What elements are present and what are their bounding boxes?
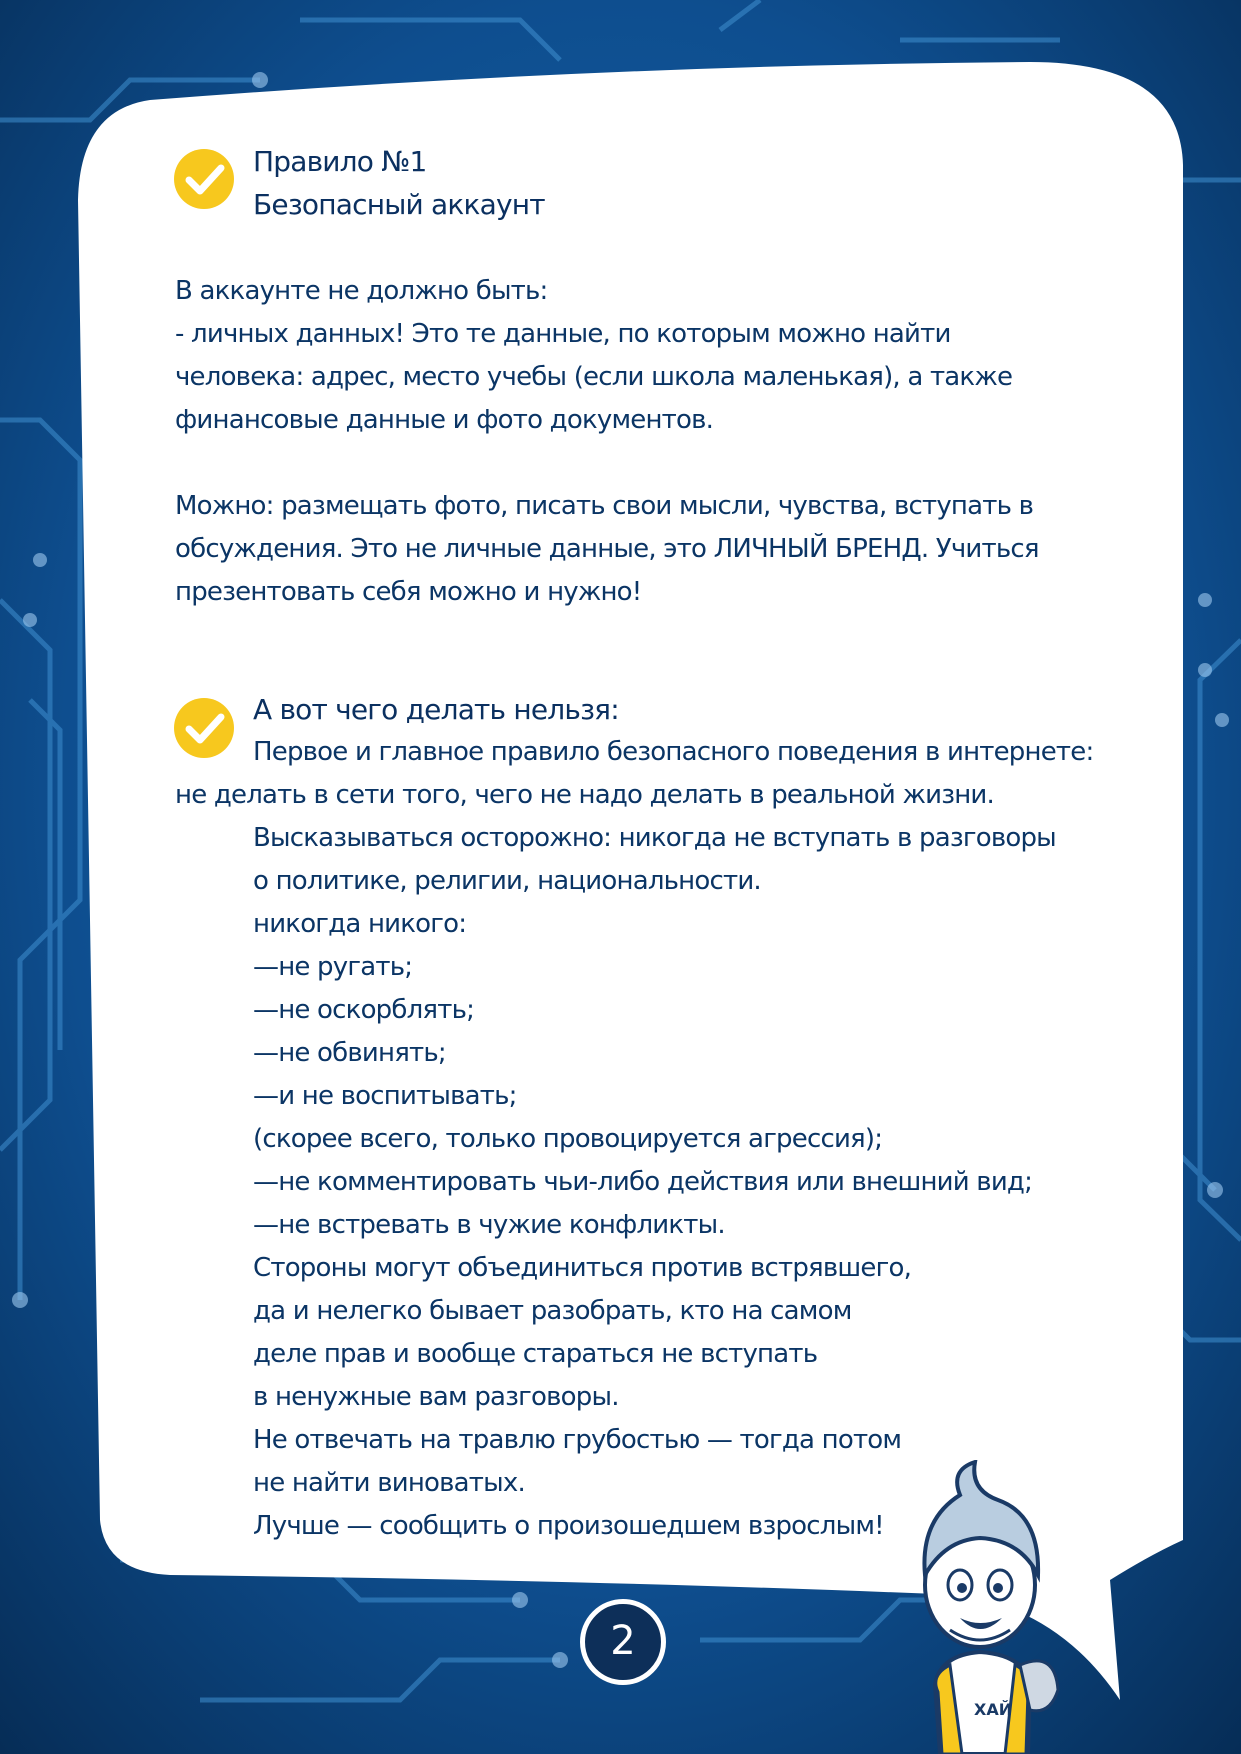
list-item: в ненужные вам разговоры.: [253, 1382, 619, 1412]
text-line: обсуждения. Это не личные данные, это ЛИЧНЫЙ БРЕНД. Учиться: [175, 534, 1039, 564]
list-item: никогда никого:: [253, 909, 467, 939]
text-line: презентовать себя можно и нужно!: [175, 577, 642, 607]
rule1-title-line1: Правило №1: [253, 145, 427, 178]
list-item: Лучше — сообщить о произошедшем взрослым!: [253, 1511, 884, 1541]
list-item: Стороны могут объединиться против встрявшего,: [253, 1253, 912, 1283]
text-line: Можно: размещать фото, писать свои мысли, чувства, вступать в: [175, 491, 1034, 521]
forbidden-title: А вот чего делать нельзя:: [253, 693, 619, 726]
list-item: не найти виноватых.: [253, 1468, 525, 1498]
page-number: 2: [580, 1599, 666, 1685]
list-item: (скорее всего, только провоцируется агрессия);: [253, 1124, 883, 1154]
forbidden-heading: [253, 688, 1093, 774]
text-line: В аккаунте не должно быть:: [175, 276, 548, 306]
forbidden-intro-line1: Первое и главное правило безопасного поведения в интернете:: [253, 737, 1094, 767]
list-item: о политике, религии, национальности.: [253, 866, 761, 896]
text-line: - личных данных! Это те данные, по которым можно найти: [175, 319, 951, 349]
list-item: Не отвечать на травлю грубостью — тогда потом: [253, 1425, 902, 1455]
forbidden-intro-line2: не делать в сети того, чего не надо делать в реальной жизни.: [175, 780, 994, 810]
text-line: человека: адрес, место учебы (если школа маленькая), а также: [175, 362, 1013, 392]
list-item: деле прав и вообще стараться не вступать: [253, 1339, 818, 1369]
list-item: да и нелегко бывает разобрать, кто на самом: [253, 1296, 852, 1326]
rule1-title-line2: Безопасный аккаунт: [253, 188, 545, 221]
list-item: —не встревать в чужие конфликты.: [253, 1210, 725, 1240]
forbidden-intro: [175, 774, 994, 817]
list-item: —не оскорблять;: [253, 995, 475, 1025]
list-item: Высказываться осторожно: никогда не вступать в разговоры: [253, 823, 1056, 853]
list-item: —не обвинять;: [253, 1038, 446, 1068]
mascot-shirt-text: ХАЙ: [974, 1700, 1013, 1719]
check-icon: [173, 148, 235, 210]
paragraph-account-content: [175, 270, 1012, 442]
list-item: —и не воспитывать;: [253, 1081, 517, 1111]
text-line: финансовые данные и фото документов.: [175, 405, 714, 435]
forbidden-list: [253, 817, 1056, 1548]
list-item: —не комментировать чьи-либо действия или внешний вид;: [253, 1167, 1033, 1197]
paragraph-allowed: [175, 485, 1039, 614]
rule1-title: [253, 140, 545, 226]
mascot-character: [880, 1460, 1080, 1754]
check-icon: [173, 697, 235, 759]
list-item: —не ругать;: [253, 952, 413, 982]
